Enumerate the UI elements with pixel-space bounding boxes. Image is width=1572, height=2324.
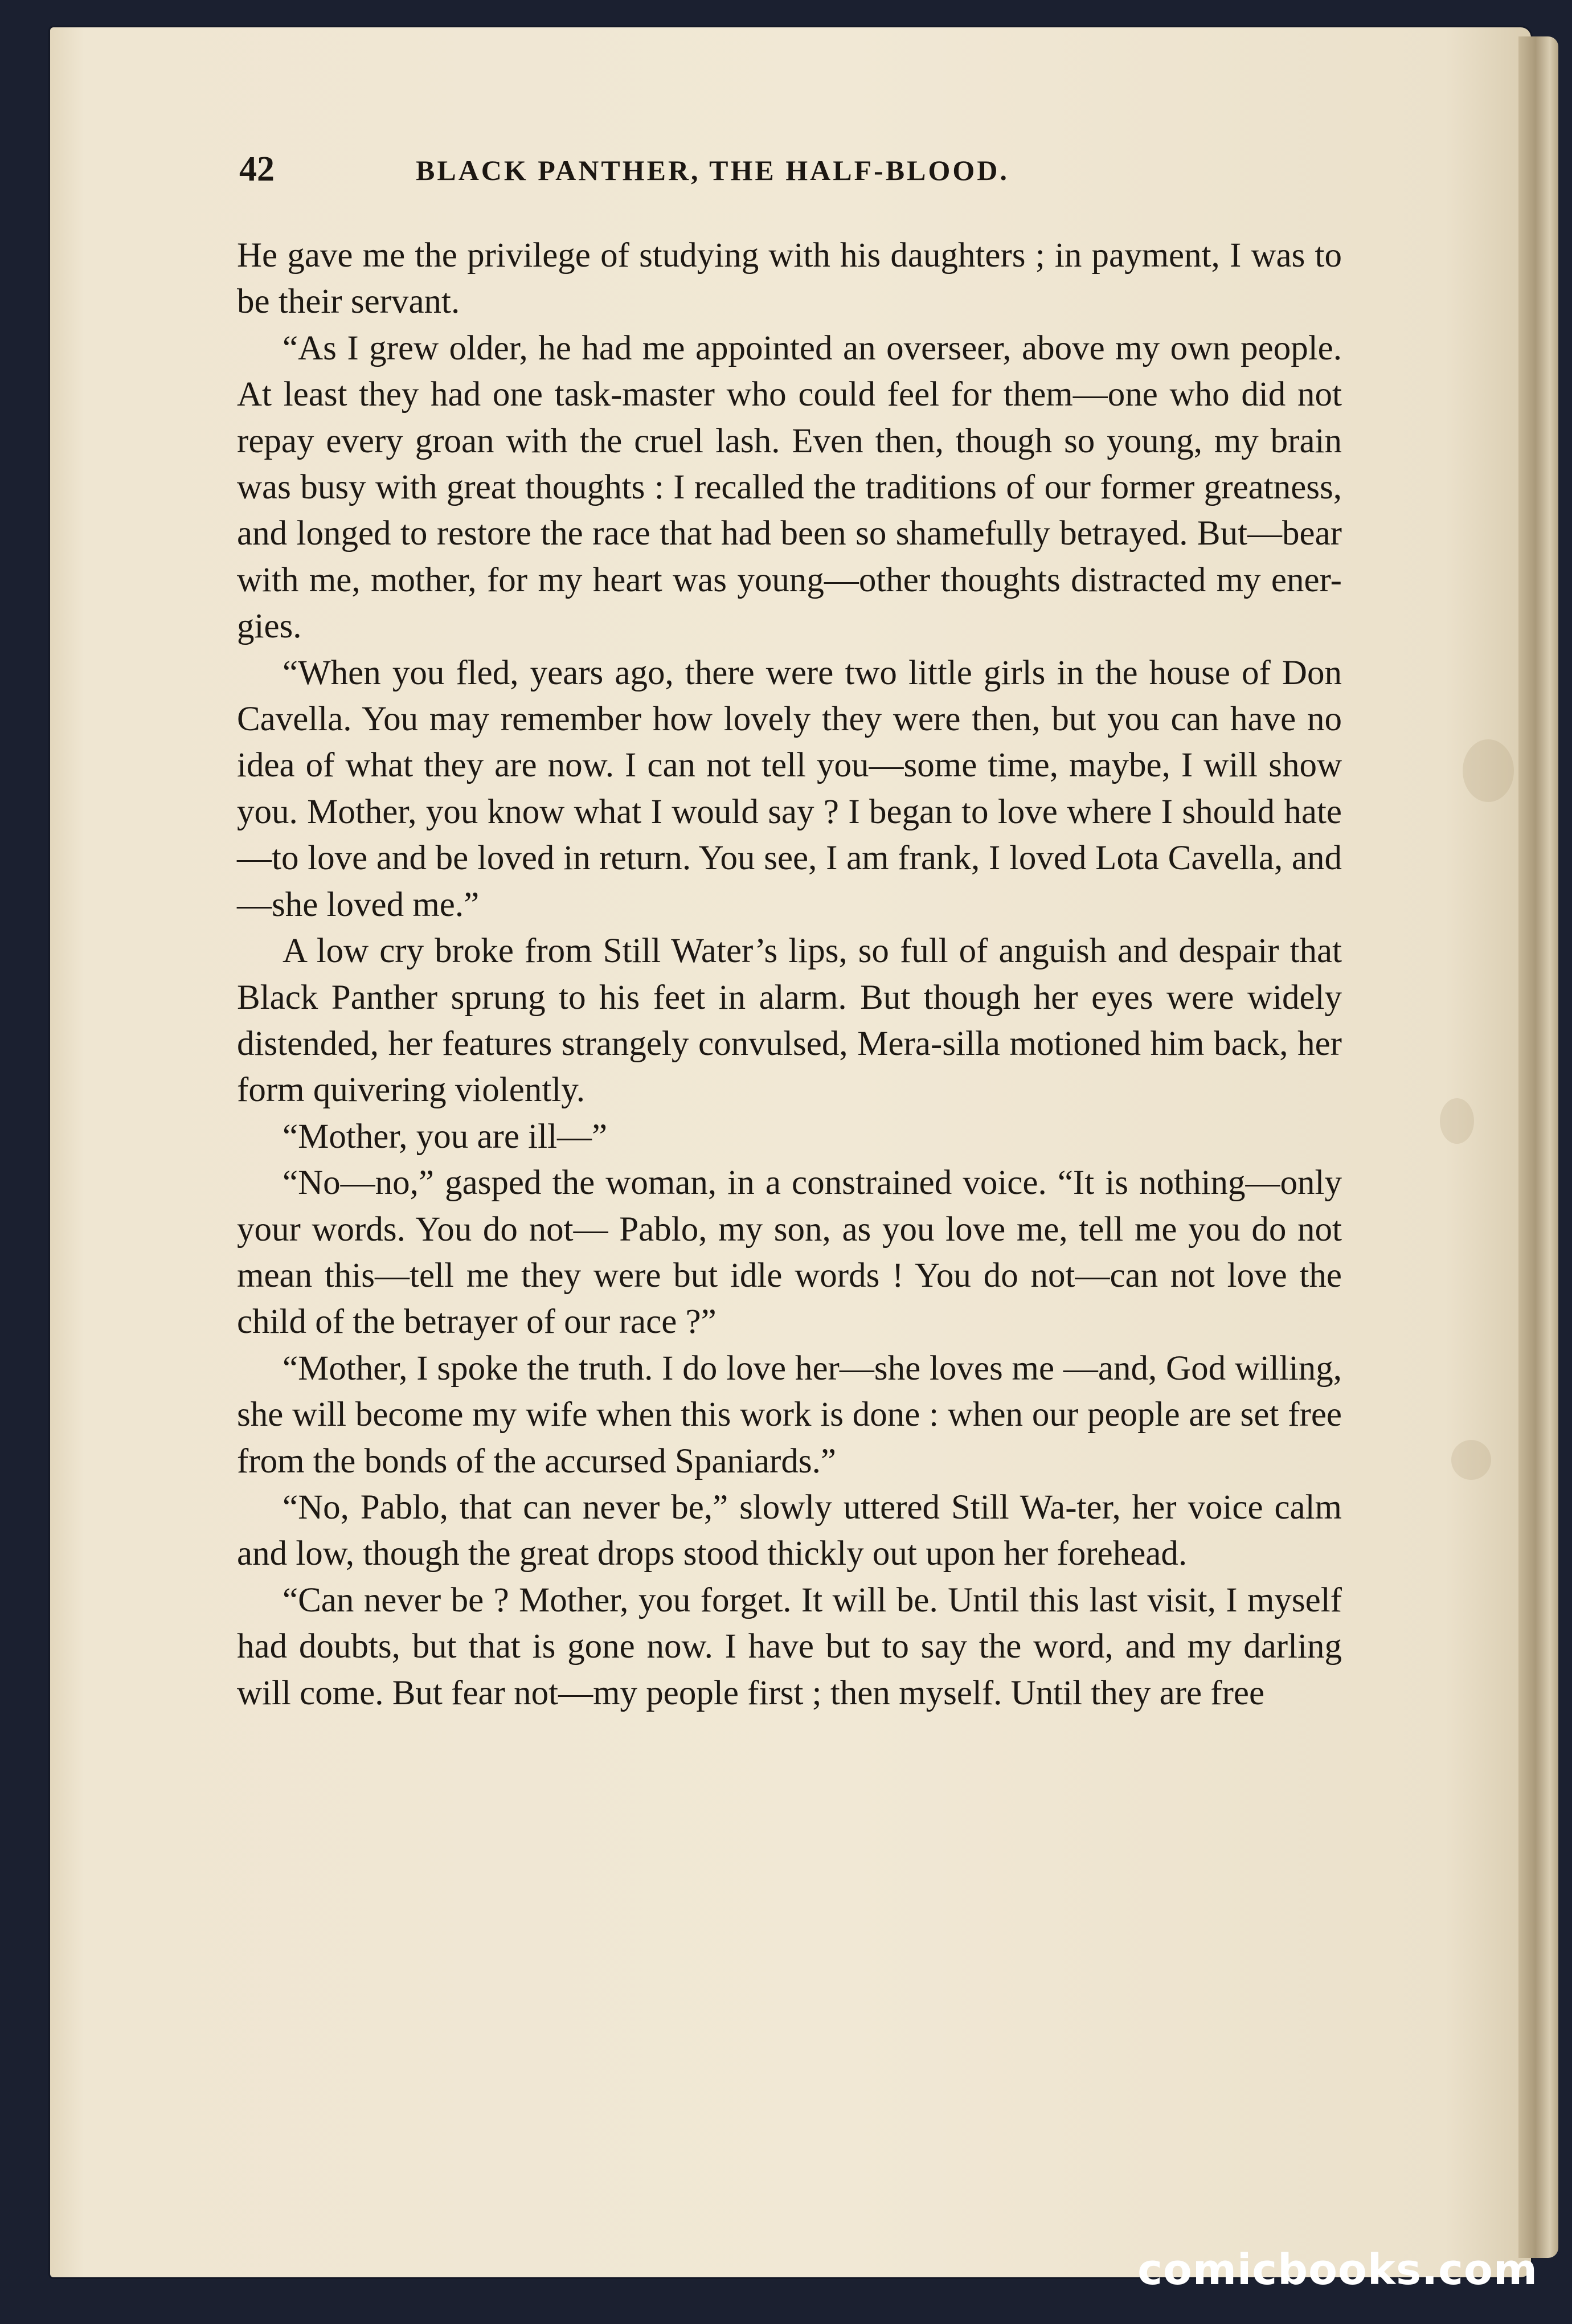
site-watermark: comicbooks.com bbox=[1137, 2245, 1538, 2294]
paragraph: A low cry broke from Still Water’s lips, so full of anguish and despair that Black Panther sprung to his feet in alarm. But though her eyes were widely distended, her features strangely convulsed, Mera-silla motioned him back, her form quivering violently. bbox=[237, 932, 1342, 1110]
paragraph: “When you fled, years ago, there were two little girls in the house of Don Cavella. You may remember how lovely they were then, but you can have no idea of what they are now. I can not tell you—some time, maybe, I will show you. Mother, you know what I would say ? I began to love where I should hate—to love and be loved in return. You see, I am frank, I loved Lota Cavella, and—she loved me.” bbox=[237, 653, 1342, 924]
paragraph: “As I grew older, he had me appointed an overseer, above my own people. At least they had one task-master who could feel for them—one who did not repay every groan with the cruel lash. Even then, though so young, my brain was busy with great thoughts : I recalled the traditions of our former greatness, and longed to restore the race that had been so shamefully betrayed. But—bear with me, mother, for my heart was young—other thoughts distracted my ener-gies. bbox=[237, 329, 1342, 646]
page-number: 42 bbox=[239, 150, 275, 189]
paper-stain bbox=[1463, 739, 1514, 802]
page-edge bbox=[1518, 36, 1558, 2258]
body-text bbox=[237, 232, 1342, 1716]
paragraph: “Mother, I spoke the truth. I do love her—she loves me —and, God willing, she will become my wife when this work is done : when our people are set free from the bonds of the accursed Spaniards.” bbox=[237, 1349, 1342, 1480]
paragraph: He gave me the privilege of studying with his daughters ; in payment, I was to be their servant. bbox=[237, 236, 1342, 321]
paragraph: “Mother, you are ill—” bbox=[283, 1117, 608, 1156]
paper-stain bbox=[1451, 1440, 1491, 1480]
paragraph: “No, Pablo, that can never be,” slowly uttered Still Wa-ter, her voice calm and low, though the great drops stood thickly out upon her forehead. bbox=[237, 1488, 1342, 1573]
paper-stain bbox=[1440, 1098, 1474, 1144]
running-head bbox=[188, 149, 1378, 195]
paragraph: “Can never be ? Mother, you forget. It will be. Until this last visit, I myself had doubts, but that is gone now. I have but to say the word, and my darling will come. But fear not—my people first ; then myself. Until they are free bbox=[237, 1581, 1342, 1712]
paragraph: “No—no,” gasped the woman, in a constrained voice. “It is nothing—only your words. You do not— Pablo, my son, as you love me, tell me you do not mean this—tell me they were but idle words ! You do not—can not love the child of the betrayer of our race ?” bbox=[237, 1164, 1342, 1341]
header-title: BLACK PANTHER, THE HALF-BLOOD. bbox=[416, 154, 1009, 186]
